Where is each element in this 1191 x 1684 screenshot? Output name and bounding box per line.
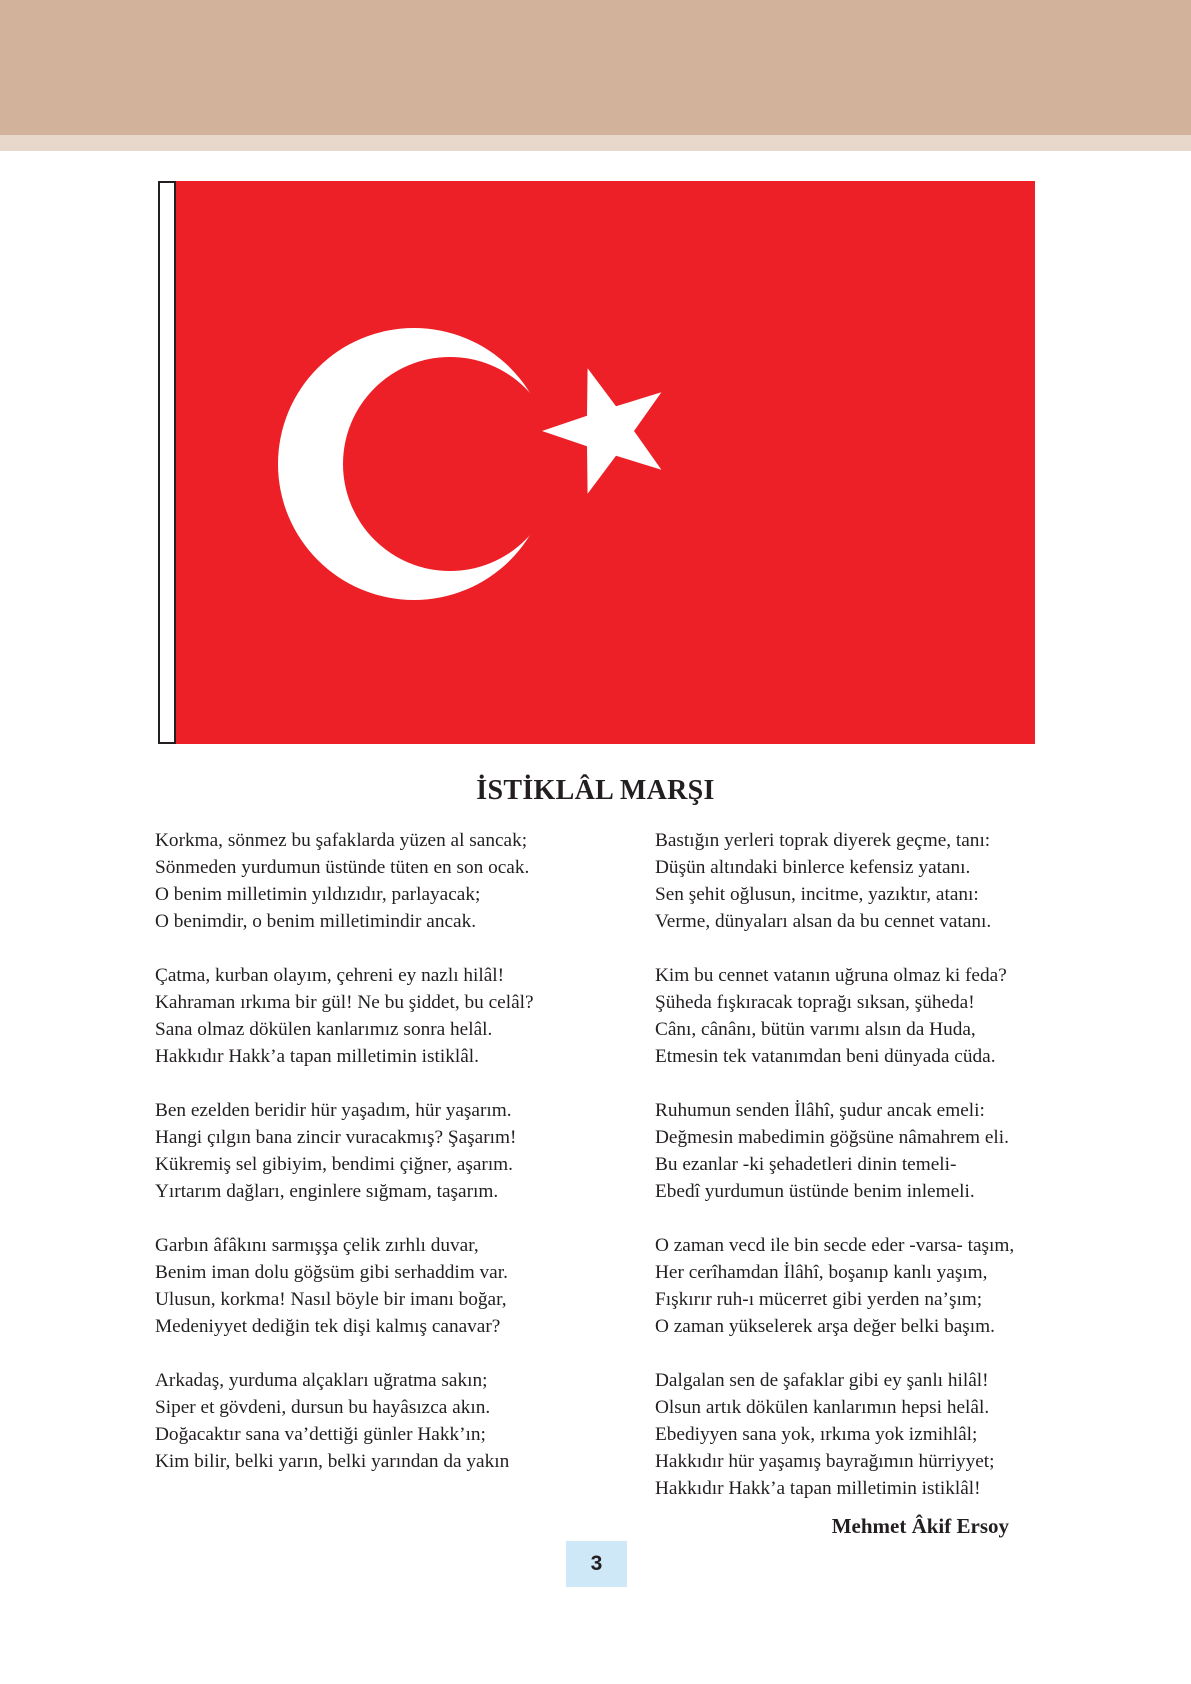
poem-line: Etmesin tek vatanımdan beni dünyada cüda. [655, 1046, 996, 1067]
poem-line: Sana olmaz dökülen kanlarımız sonra helâl. [155, 1019, 493, 1040]
poem-line: Cânı, cânânı, bütün varımı alsın da Huda, [655, 1019, 976, 1040]
poem-line: Dalgalan sen de şafaklar gibi ey şanlı hilâl! [655, 1370, 989, 1391]
poem-line: Hakkıdır Hakk’a tapan milletimin istiklâl. [155, 1046, 479, 1067]
flag-pole [158, 181, 176, 744]
poem-line: Değmesin mabedimin göğsüne nâmahrem eli. [655, 1127, 1009, 1148]
page-number: 3 [566, 1541, 627, 1587]
poem-column-left [155, 827, 625, 1502]
poem-line: Yırtarım dağları, enginlere sığmam, taşarım. [155, 1181, 499, 1202]
poem-line: Sönmeden yurdumun üstünde tüten en son ocak. [155, 857, 530, 878]
poem-line: Hakkıdır Hakk’a tapan milletimin istiklâl! [655, 1478, 981, 1499]
poem-line: Korkma, sönmez bu şafaklarda yüzen al sancak; [155, 830, 528, 851]
poem-line: Hangi çılgın bana zincir vuracakmış? Şaşarım! [155, 1127, 517, 1148]
crescent-icon [278, 328, 550, 600]
poem-line: Kükremiş sel gibiyim, bendimi çiğner, aşarım. [155, 1154, 514, 1175]
poem-line: Benim iman dolu göğsüm gibi serhaddim var. [155, 1262, 508, 1283]
poem-line: Ebediyyen sana yok, ırkıma yok izmihlâl; [655, 1424, 978, 1445]
poem-line: O zaman yükselerek arşa değer belki başım. [655, 1316, 995, 1337]
poem-line: Ebedî yurdumun üstünde benim inlemeli. [655, 1181, 975, 1202]
poem-line: Ruhumun senden İlâhî, şudur ancak emeli: [655, 1100, 985, 1121]
poem-stanza [155, 1097, 625, 1205]
poem-stanza [655, 962, 1055, 1070]
poem-line: Düşün altındaki binlerce kefensiz yatanı. [655, 857, 971, 878]
poem-line: Kim bilir, belki yarın, belki yarından da yakın [155, 1451, 510, 1472]
poem-line: O zaman vecd ile bin secde eder -varsa- taşım, [655, 1235, 1015, 1256]
poem-stanza [155, 962, 625, 1070]
author-name: Mehmet Âkif Ersoy [831, 1514, 1009, 1538]
poem-stanza [155, 1367, 625, 1475]
poem-stanza [155, 1232, 625, 1340]
poem-stanza [655, 827, 1055, 935]
poem-stanza [655, 1367, 1055, 1502]
poem-stanza [155, 827, 625, 935]
poem-line: Doğacaktır sana va’dettiği günler Hakk’ın; [155, 1424, 486, 1445]
flag-field [176, 181, 1035, 744]
header-band-stripe [0, 135, 1191, 151]
header-band [0, 0, 1191, 135]
poem-stanza [655, 1232, 1055, 1340]
poem-line: Ben ezelden beridir hür yaşadım, hür yaşarım. [155, 1100, 512, 1121]
poem-line: Ulusun, korkma! Nasıl böyle bir imanı boğar, [155, 1289, 507, 1310]
poem-line: Sen şehit oğlusun, incitme, yazıktır, atanı: [655, 884, 979, 905]
poem-line: Bastığın yerleri toprak diyerek geçme, tanı: [655, 830, 991, 851]
poem-line: Bu ezanlar -ki şehadetleri dinin temeli- [655, 1154, 957, 1175]
poem-line: Fışkırır ruh-ı mücerret gibi yerden na’şım; [655, 1289, 983, 1310]
poem-line: O benimdir, o benim milletimindir ancak. [155, 911, 477, 932]
poem-line: Kim bu cennet vatanın uğruna olmaz ki feda? [655, 965, 1007, 986]
poem-line: Hakkıdır hür yaşamış bayrağımın hürriyyet; [655, 1451, 995, 1472]
poem-line: Arkadaş, yurduma alçakları uğratma sakın; [155, 1370, 488, 1391]
poem-line: Kahraman ırkıma bir gül! Ne bu şiddet, bu celâl? [155, 992, 534, 1013]
page-title: İSTİKLÂL MARŞI [476, 775, 715, 806]
poem-line: Verme, dünyaları alsan da bu cennet vatanı. [655, 911, 992, 932]
poem-line: Olsun artık dökülen kanlarımın hepsi helâl. [655, 1397, 990, 1418]
turkish-flag-illustration [158, 181, 1035, 744]
poem-line: Siper et gövdeni, dursun bu hayâsızca akın. [155, 1397, 491, 1418]
poem-line: Garbın âfâkını sarmışşa çelik zırhlı duvar, [155, 1235, 479, 1256]
poem-line: Her cerîhamdan İlâhî, boşanıp kanlı yaşım, [655, 1262, 988, 1283]
poem-line: O benim milletimin yıldızıdır, parlayacak; [155, 884, 481, 905]
poem-column-right [655, 827, 1055, 1529]
poem-line: Medeniyyet dediğin tek dişi kalmış canavar? [155, 1316, 501, 1337]
poem-stanza [655, 1097, 1055, 1205]
poem-line: Çatma, kurban olayım, çehreni ey nazlı hilâl! [155, 965, 505, 986]
poem-line: Şüheda fışkıracak toprağı sıksan, şüheda! [655, 992, 975, 1013]
